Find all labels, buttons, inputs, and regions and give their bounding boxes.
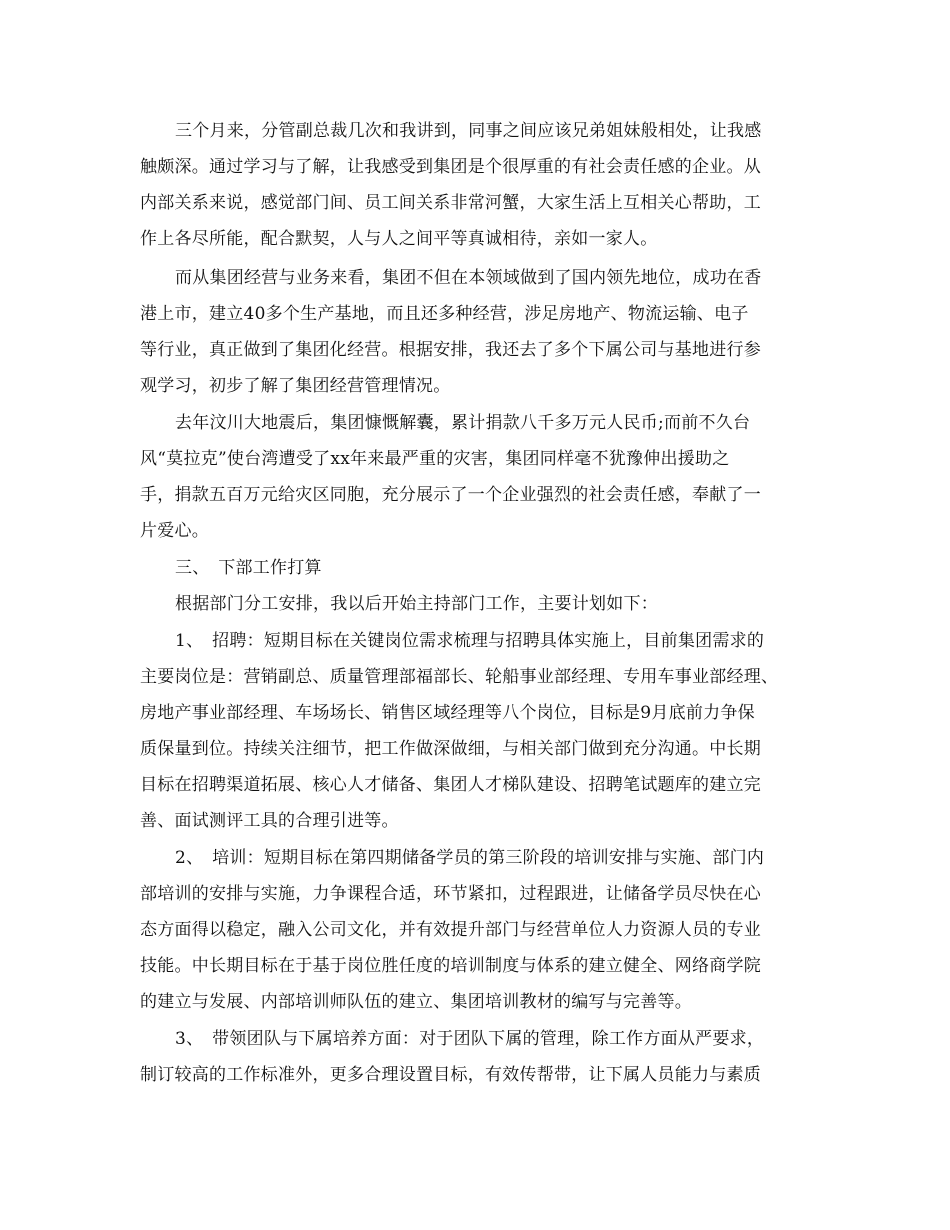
paragraph-line: 等行业，真正做到了集团化经营。根据安排，我还去了多个下属公司与基地进行参 xyxy=(140,340,761,360)
paragraph-line: 3、 带领团队与下属培养方面：对于团队下属的管理，除工作方面从严要求， xyxy=(175,1029,765,1049)
paragraph-line: 部培训的安排与实施，力争课程合适，环节紧扣，过程跟进，让储备学员尽快在心 xyxy=(140,884,761,904)
paragraph-line: 而从集团经营与业务来看，集团不但在本领域做到了国内领先地位，成功在香 xyxy=(175,268,762,288)
paragraph-line: 1、 招聘：短期目标在关键岗位需求梳理与招聘具体实施上，目前集团需求的 xyxy=(175,631,765,651)
paragraph-line: 触颇深。通过学习与了解，让我感受到集团是个很厚重的有社会责任感的企业。从 xyxy=(140,157,761,177)
paragraph-line: 目标在招聘渠道拓展、核心人才储备、集团人才梯队建设、招聘笔试题库的建立完 xyxy=(140,775,761,795)
paragraph-line: 根据部门分工安排，我以后开始主持部门工作，主要计划如下： xyxy=(175,594,658,614)
paragraph-line: 手，捐款五百万元给灾区同胞，充分展示了一个企业强烈的社会责任感，奉献了一 xyxy=(140,485,761,505)
paragraph-line: 态方面得以稳定，融入公司文化，并有效提升部门与经营单位人力资源人员的专业 xyxy=(140,920,761,940)
paragraph-line: 2、 培训：短期目标在第四期储备学员的第三阶段的培训安排与实施、部门内 xyxy=(175,848,765,868)
paragraph-line: 的建立与发展、内部培训师队伍的建立、集团培训教材的编写与完善等。 xyxy=(140,992,692,1012)
section-heading: 三、 下部工作打算 xyxy=(175,558,322,578)
paragraph-line: 质保量到位。持续关注细节，把工作做深做细，与相关部门做到充分沟通。中长期 xyxy=(140,739,761,759)
paragraph-line: 内部关系来说，感觉部门间、员工间关系非常河蟹，大家生活上互相关心帮助，工 xyxy=(140,193,761,213)
paragraph-line: 善、面试测评工具的合理引进等。 xyxy=(140,811,399,831)
paragraph-line: 港上市，建立40多个生产基地，而且还多种经营，涉足房地产、物流运输、电子 xyxy=(140,304,749,324)
paragraph-line: 观学习，初步了解了集团经营管理情况。 xyxy=(140,376,451,396)
paragraph-line: 去年汶川大地震后，集团慷慨解囊，累计捐款八千多万元人民币;而前不久台 xyxy=(175,413,751,433)
paragraph-line: 风“莫拉克”使台湾遭受了xx年来最严重的灾害，集团同样毫不犹豫伸出援助之 xyxy=(140,449,730,469)
paragraph-line: 技能。中长期目标在于基于岗位胜任度的培训制度与体系的建立健全、网络商学院 xyxy=(140,956,761,976)
paragraph-line: 主要岗位是：营销副总、质量管理部福部长、轮船事业部经理、专用车事业部经理、 xyxy=(140,667,779,687)
paragraph-line: 片爱心。 xyxy=(140,521,209,541)
paragraph-line: 三个月来，分管副总裁几次和我讲到，同事之间应该兄弟姐妹般相处，让我感 xyxy=(175,121,762,141)
paragraph-line: 作上各尽所能，配合默契，人与人之间平等真诚相待，亲如一家人。 xyxy=(140,229,658,249)
paragraph-line: 房地产事业部经理、车场场长、销售区域经理等八个岗位，目标是9月底前力争保 xyxy=(140,703,755,723)
paragraph-line: 制订较高的工作标准外，更多合理设置目标，有效传帮带，让下属人员能力与素质 xyxy=(140,1065,761,1085)
